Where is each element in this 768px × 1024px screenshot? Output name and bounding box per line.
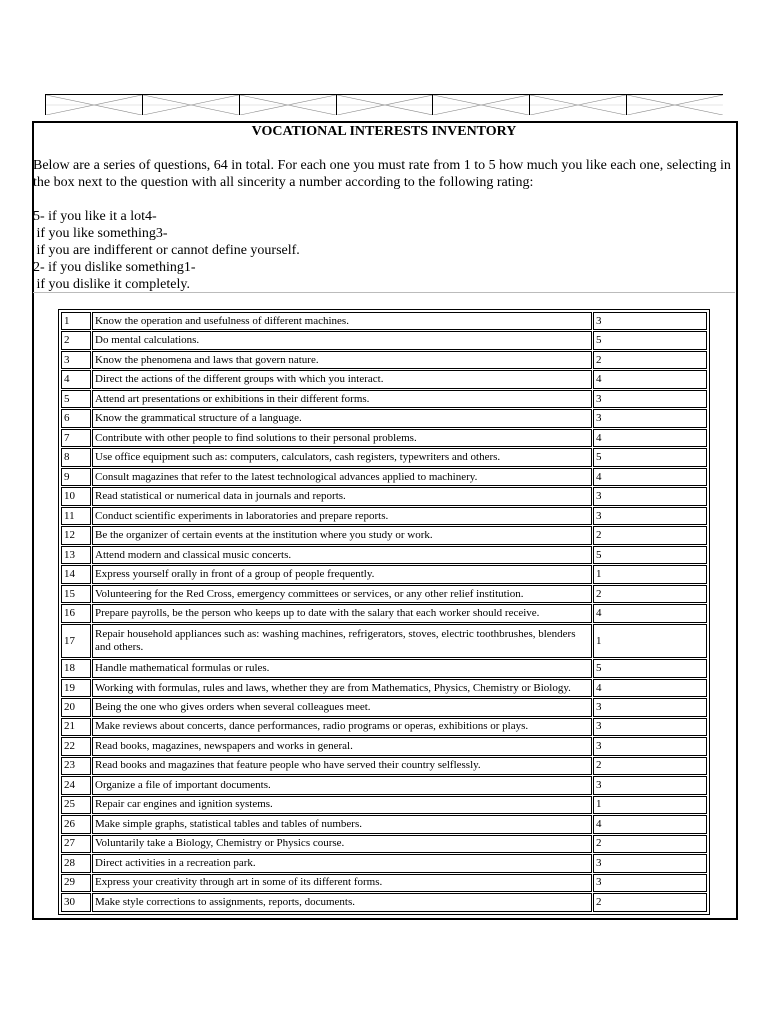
rating-value[interactable]: 1 [593, 796, 707, 814]
question-text: Know the operation and usefulness of different machines. [92, 312, 592, 330]
table-row [61, 604, 707, 622]
strip-cell [626, 95, 723, 115]
table-row [61, 776, 707, 794]
table-row [61, 854, 707, 872]
rating-value[interactable]: 4 [593, 815, 707, 833]
question-text: Direct activities in a recreation park. [92, 854, 592, 872]
table-row [61, 351, 707, 369]
rating-line: 5- if you like it a lot4- [33, 209, 157, 224]
question-number: 15 [61, 585, 91, 603]
question-text: Attend modern and classical music concerts. [92, 546, 592, 564]
question-number: 7 [61, 429, 91, 447]
rating-value[interactable]: 5 [593, 331, 707, 349]
question-text: Prepare payrolls, be the person who keeps up to date with the salary that each worker should receive. [92, 604, 592, 622]
table-row [61, 331, 707, 349]
question-number: 30 [61, 893, 91, 912]
rating-value[interactable]: 2 [593, 585, 707, 603]
rating-value[interactable]: 4 [593, 604, 707, 622]
question-text: Use office equipment such as: computers, calculators, cash registers, typewriters and others. [92, 448, 592, 466]
rating-value[interactable]: 3 [593, 698, 707, 716]
rating-line: if you like something3- [33, 226, 168, 241]
rating-value[interactable]: 3 [593, 487, 707, 505]
rating-value[interactable]: 2 [593, 893, 707, 912]
document-title: VOCATIONAL INTERESTS INVENTORY [251, 124, 517, 139]
question-text: Handle mathematical formulas or rules. [92, 659, 592, 677]
rating-value[interactable]: 3 [593, 409, 707, 427]
table-row [61, 312, 707, 330]
question-text: Voluntarily take a Biology, Chemistry or Physics course. [92, 835, 592, 853]
question-text: Make reviews about concerts, dance performances, radio programs or operas, exhibitions or plays. [92, 718, 592, 736]
question-text: Make simple graphs, statistical tables and tables of numbers. [92, 815, 592, 833]
question-number: 22 [61, 737, 91, 755]
question-number: 29 [61, 874, 91, 892]
question-number: 5 [61, 390, 91, 408]
question-text: Be the organizer of certain events at the institution where you study or work. [92, 526, 592, 544]
question-number: 24 [61, 776, 91, 794]
table-row [61, 409, 707, 427]
rating-value[interactable]: 3 [593, 312, 707, 330]
rating-value[interactable]: 4 [593, 679, 707, 697]
question-text: Volunteering for the Red Cross, emergency committees or services, or any other relief institution. [92, 585, 592, 603]
question-text: Being the one who gives orders when several colleagues meet. [92, 698, 592, 716]
rating-value[interactable]: 3 [593, 507, 707, 525]
questions-table-frame [58, 309, 710, 915]
rating-value[interactable]: 3 [593, 776, 707, 794]
question-text: Know the grammatical structure of a language. [92, 409, 592, 427]
table-row [61, 546, 707, 564]
question-text: Conduct scientific experiments in laboratories and prepare reports. [92, 507, 592, 525]
rating-value[interactable]: 1 [593, 565, 707, 583]
question-text: Express your creativity through art in some of its different forms. [92, 874, 592, 892]
question-text: Read books, magazines, newspapers and works in general. [92, 737, 592, 755]
divider [33, 292, 735, 293]
rating-value[interactable]: 3 [593, 854, 707, 872]
decorative-strip [45, 94, 723, 115]
question-number: 6 [61, 409, 91, 427]
rating-value[interactable]: 4 [593, 468, 707, 486]
question-number: 21 [61, 718, 91, 736]
strip-cell [336, 95, 433, 115]
rating-line: 2- if you dislike something1- [33, 260, 196, 275]
rating-line: if you are indifferent or cannot define yourself. [33, 243, 300, 258]
question-text: Read statistical or numerical data in journals and reports. [92, 487, 592, 505]
table-row [61, 390, 707, 408]
strip-cell [432, 95, 529, 115]
question-text: Know the phenomena and laws that govern nature. [92, 351, 592, 369]
table-row [61, 796, 707, 814]
rating-value[interactable]: 3 [593, 390, 707, 408]
rating-value[interactable]: 3 [593, 874, 707, 892]
question-number: 8 [61, 448, 91, 466]
question-number: 11 [61, 507, 91, 525]
table-row [61, 835, 707, 853]
question-number: 27 [61, 835, 91, 853]
question-number: 4 [61, 370, 91, 388]
rating-line: if you dislike it completely. [33, 277, 190, 292]
table-row [61, 468, 707, 486]
question-text: Organize a file of important documents. [92, 776, 592, 794]
question-number: 18 [61, 659, 91, 677]
question-number: 26 [61, 815, 91, 833]
question-number: 14 [61, 565, 91, 583]
question-text: Make style corrections to assignments, reports, documents. [92, 893, 592, 912]
table-row [61, 718, 707, 736]
question-number: 19 [61, 679, 91, 697]
table-row [61, 698, 707, 716]
table-row [61, 659, 707, 677]
question-number: 9 [61, 468, 91, 486]
question-text: Direct the actions of the different groups with which you interact. [92, 370, 592, 388]
question-number: 2 [61, 331, 91, 349]
rating-value[interactable]: 3 [593, 737, 707, 755]
rating-value[interactable]: 5 [593, 546, 707, 564]
table-row [61, 815, 707, 833]
question-number: 3 [61, 351, 91, 369]
strip-cell [239, 95, 336, 115]
strip-cell [529, 95, 626, 115]
rating-value[interactable]: 1 [593, 624, 707, 659]
table-row [61, 679, 707, 697]
table-row [61, 370, 707, 388]
instructions-text: Below are a series of questions, 64 in total. For each one you must rate from 1 to 5 how much you like each one, selecting in the box next to the question with all sincerity a number according to the following rating: [33, 158, 731, 190]
question-text: Read books and magazines that feature people who have served their country selflessly. [92, 757, 592, 775]
table-row [61, 585, 707, 603]
table-row [61, 565, 707, 583]
question-number: 23 [61, 757, 91, 775]
rating-value[interactable]: 5 [593, 659, 707, 677]
rating-value[interactable]: 2 [593, 351, 707, 369]
table-row [61, 757, 707, 775]
question-number: 16 [61, 604, 91, 622]
question-text: Consult magazines that refer to the latest technological advances applied to machinery. [92, 468, 592, 486]
table-row [61, 487, 707, 505]
questions-table [60, 311, 708, 913]
question-text: Attend art presentations or exhibitions in their different forms. [92, 390, 592, 408]
rating-value[interactable]: 5 [593, 448, 707, 466]
table-row [61, 893, 707, 912]
strip-cell [142, 95, 239, 115]
rating-value[interactable]: 2 [593, 757, 707, 775]
question-number: 12 [61, 526, 91, 544]
table-row [61, 429, 707, 447]
question-text: Express yourself orally in front of a group of people frequently. [92, 565, 592, 583]
rating-value[interactable]: 2 [593, 526, 707, 544]
rating-value[interactable]: 4 [593, 370, 707, 388]
question-text: Repair household appliances such as: washing machines, refrigerators, stoves, electric toothbrushes, blenders and others. [92, 624, 592, 659]
table-row [61, 624, 707, 659]
question-number: 13 [61, 546, 91, 564]
question-number: 28 [61, 854, 91, 872]
rating-value[interactable]: 4 [593, 429, 707, 447]
question-text: Working with formulas, rules and laws, whether they are from Mathematics, Physics, Chemistry or Biology. [92, 679, 592, 697]
question-text: Contribute with other people to find solutions to their personal problems. [92, 429, 592, 447]
table-row [61, 448, 707, 466]
table-row [61, 526, 707, 544]
question-text: Do mental calculations. [92, 331, 592, 349]
table-row [61, 874, 707, 892]
rating-value[interactable]: 3 [593, 718, 707, 736]
question-number: 10 [61, 487, 91, 505]
question-number: 17 [61, 624, 91, 659]
question-number: 25 [61, 796, 91, 814]
question-text: Repair car engines and ignition systems. [92, 796, 592, 814]
strip-cell [45, 95, 142, 115]
question-number: 20 [61, 698, 91, 716]
rating-value[interactable]: 2 [593, 835, 707, 853]
table-row [61, 507, 707, 525]
question-number: 1 [61, 312, 91, 330]
table-row [61, 737, 707, 755]
